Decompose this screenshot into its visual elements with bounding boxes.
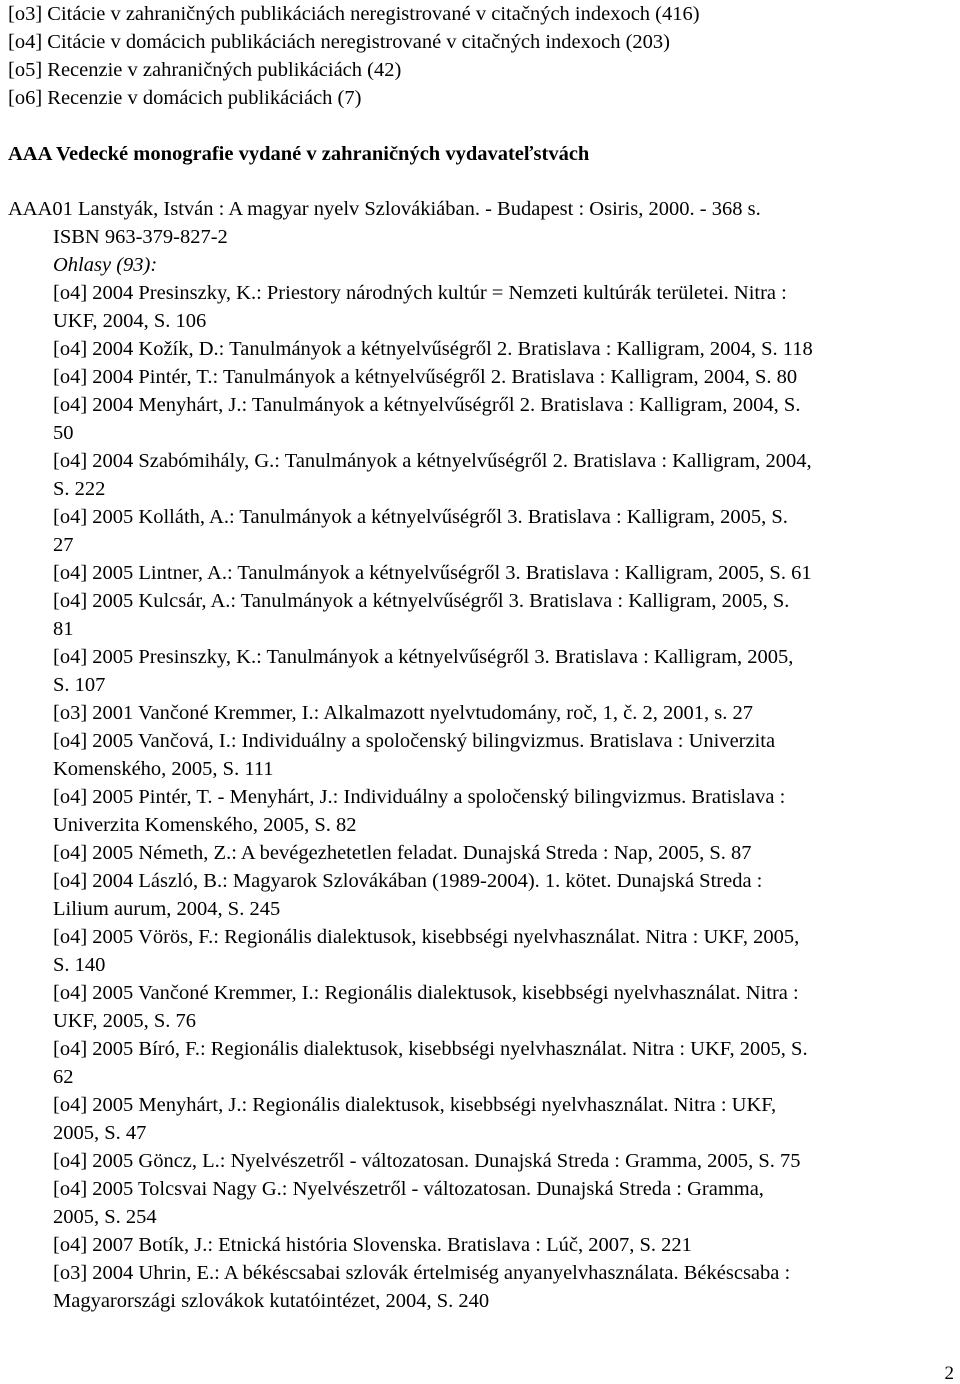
citation-line: [o4] 2005 Kolláth, A.: Tanulmányok a kétnyelvűségről 3. Bratislava : Kalligram, 2005, S. [53, 506, 788, 528]
citation-line: UKF, 2004, S. 106 [53, 310, 207, 332]
category-line: [o4] Citácie v domácich publikáciách neregistrované v citačných indexoch (203) [8, 31, 671, 53]
page-number: 2 [944, 1363, 954, 1384]
citation-line: Komenského, 2005, S. 111 [53, 758, 274, 780]
citation-line: 62 [53, 1066, 74, 1088]
citation-line: [o4] 2005 Kulcsár, A.: Tanulmányok a kétnyelvűségről 3. Bratislava : Kalligram, 2005, S. [53, 590, 790, 612]
citation-line: [o4] 2004 Kožík, D.: Tanulmányok a kétnyelvűségről 2. Bratislava : Kalligram, 2004, S. 118 [53, 338, 813, 360]
citation-line: [o4] 2005 Vančoné Kremmer, I.: Regionális dialektusok, kisebbségi nyelvhasználat. Nitra : [53, 982, 799, 1004]
citation-line: S. 140 [53, 954, 106, 976]
citation-line: UKF, 2005, S. 76 [53, 1010, 197, 1032]
citation-line: [o4] 2004 Presinszky, K.: Priestory národných kultúr = Nemzeti kultúrák területei. Nitra : [53, 282, 787, 304]
citation-line: 2005, S. 47 [53, 1122, 147, 1144]
record-isbn: ISBN 963-379-827-2 [53, 226, 228, 248]
section-heading: AAA Vedecké monografie vydané v zahraničných vydavateľstvách [8, 143, 590, 165]
citation-line: [o4] 2005 Bíró, F.: Regionális dialektusok, kisebbségi nyelvhasználat. Nitra : UKF, 2005, S. [53, 1038, 808, 1060]
citation-line: [o4] 2005 Göncz, L.: Nyelvészetről - változatosan. Dunajská Streda : Gramma, 2005, S. 75 [53, 1150, 801, 1172]
citation-line: Magyarországi szlovákok kutatóintézet, 2004, S. 240 [53, 1290, 490, 1312]
citation-line: [o4] 2005 Vančová, I.: Individuálny a spoločenský bilingvizmus. Bratislava : Univerzita [53, 730, 776, 752]
citation-line: Univerzita Komenského, 2005, S. 82 [53, 814, 357, 836]
citation-line: S. 107 [53, 674, 106, 696]
citation-line: 27 [53, 534, 74, 556]
citation-line: [o3] 2001 Vančoné Kremmer, I.: Alkalmazott nyelvtudomány, roč, 1, č. 2, 2001, s. 27 [53, 702, 754, 724]
record-title: AAA01 Lanstyák, István : A magyar nyelv Szlovákiában. - Budapest : Osiris, 2000. - 368 s. [8, 198, 761, 220]
citation-line: [o4] 2004 Szabómihály, G.: Tanulmányok a kétnyelvűségről 2. Bratislava : Kalligram, 2004, [53, 450, 812, 472]
category-line: [o6] Recenzie v domácich publikáciách (7) [8, 87, 362, 109]
citation-line: 50 [53, 422, 74, 444]
category-line: [o3] Citácie v zahraničných publikáciách neregistrované v citačných indexoch (416) [8, 3, 700, 25]
citation-line: [o4] 2007 Botík, J.: Etnická história Slovenska. Bratislava : Lúč, 2007, S. 221 [53, 1234, 692, 1256]
citation-line: [o4] 2005 Tolcsvai Nagy G.: Nyelvészetről - változatosan. Dunajská Streda : Gramma, [53, 1178, 764, 1200]
citation-line: 2005, S. 254 [53, 1206, 157, 1228]
responses-label: Ohlasy (93): [53, 254, 158, 276]
citation-line: [o4] 2005 Presinszky, K.: Tanulmányok a kétnyelvűségről 3. Bratislava : Kalligram, 2005, [53, 646, 794, 668]
citation-line: [o4] 2004 László, B.: Magyarok Szlovákában (1989-2004). 1. kötet. Dunajská Streda : [53, 870, 763, 892]
citation-line: Lilium aurum, 2004, S. 245 [53, 898, 281, 920]
citation-line: [o4] 2005 Menyhárt, J.: Regionális dialektusok, kisebbségi nyelvhasználat. Nitra : UKF, [53, 1094, 777, 1116]
citation-line: [o4] 2005 Németh, Z.: A bevégezhetetlen feladat. Dunajská Streda : Nap, 2005, S. 87 [53, 842, 752, 864]
citation-line: [o4] 2005 Vörös, F.: Regionális dialektusok, kisebbségi nyelvhasználat. Nitra : UKF, 2005, [53, 926, 800, 948]
citation-line: [o3] 2004 Uhrin, E.: A békéscsabai szlovák értelmiség anyanyelvhasználata. Békéscsaba : [53, 1262, 791, 1284]
citation-line: [o4] 2005 Lintner, A.: Tanulmányok a kétnyelvűségről 3. Bratislava : Kalligram, 2005, S. 61 [53, 562, 812, 584]
category-line: [o5] Recenzie v zahraničných publikáciách (42) [8, 59, 402, 81]
citation-line: S. 222 [53, 478, 106, 500]
citation-line: 81 [53, 618, 74, 640]
citation-line: [o4] 2005 Pintér, T. - Menyhárt, J.: Individuálny a spoločenský bilingvizmus. Bratislava : [53, 786, 786, 808]
citation-line: [o4] 2004 Pintér, T.: Tanulmányok a kétnyelvűségről 2. Bratislava : Kalligram, 2004, S. 80 [53, 366, 798, 388]
citation-line: [o4] 2004 Menyhárt, J.: Tanulmányok a kétnyelvűségről 2. Bratislava : Kalligram, 2004, S. [53, 394, 801, 416]
